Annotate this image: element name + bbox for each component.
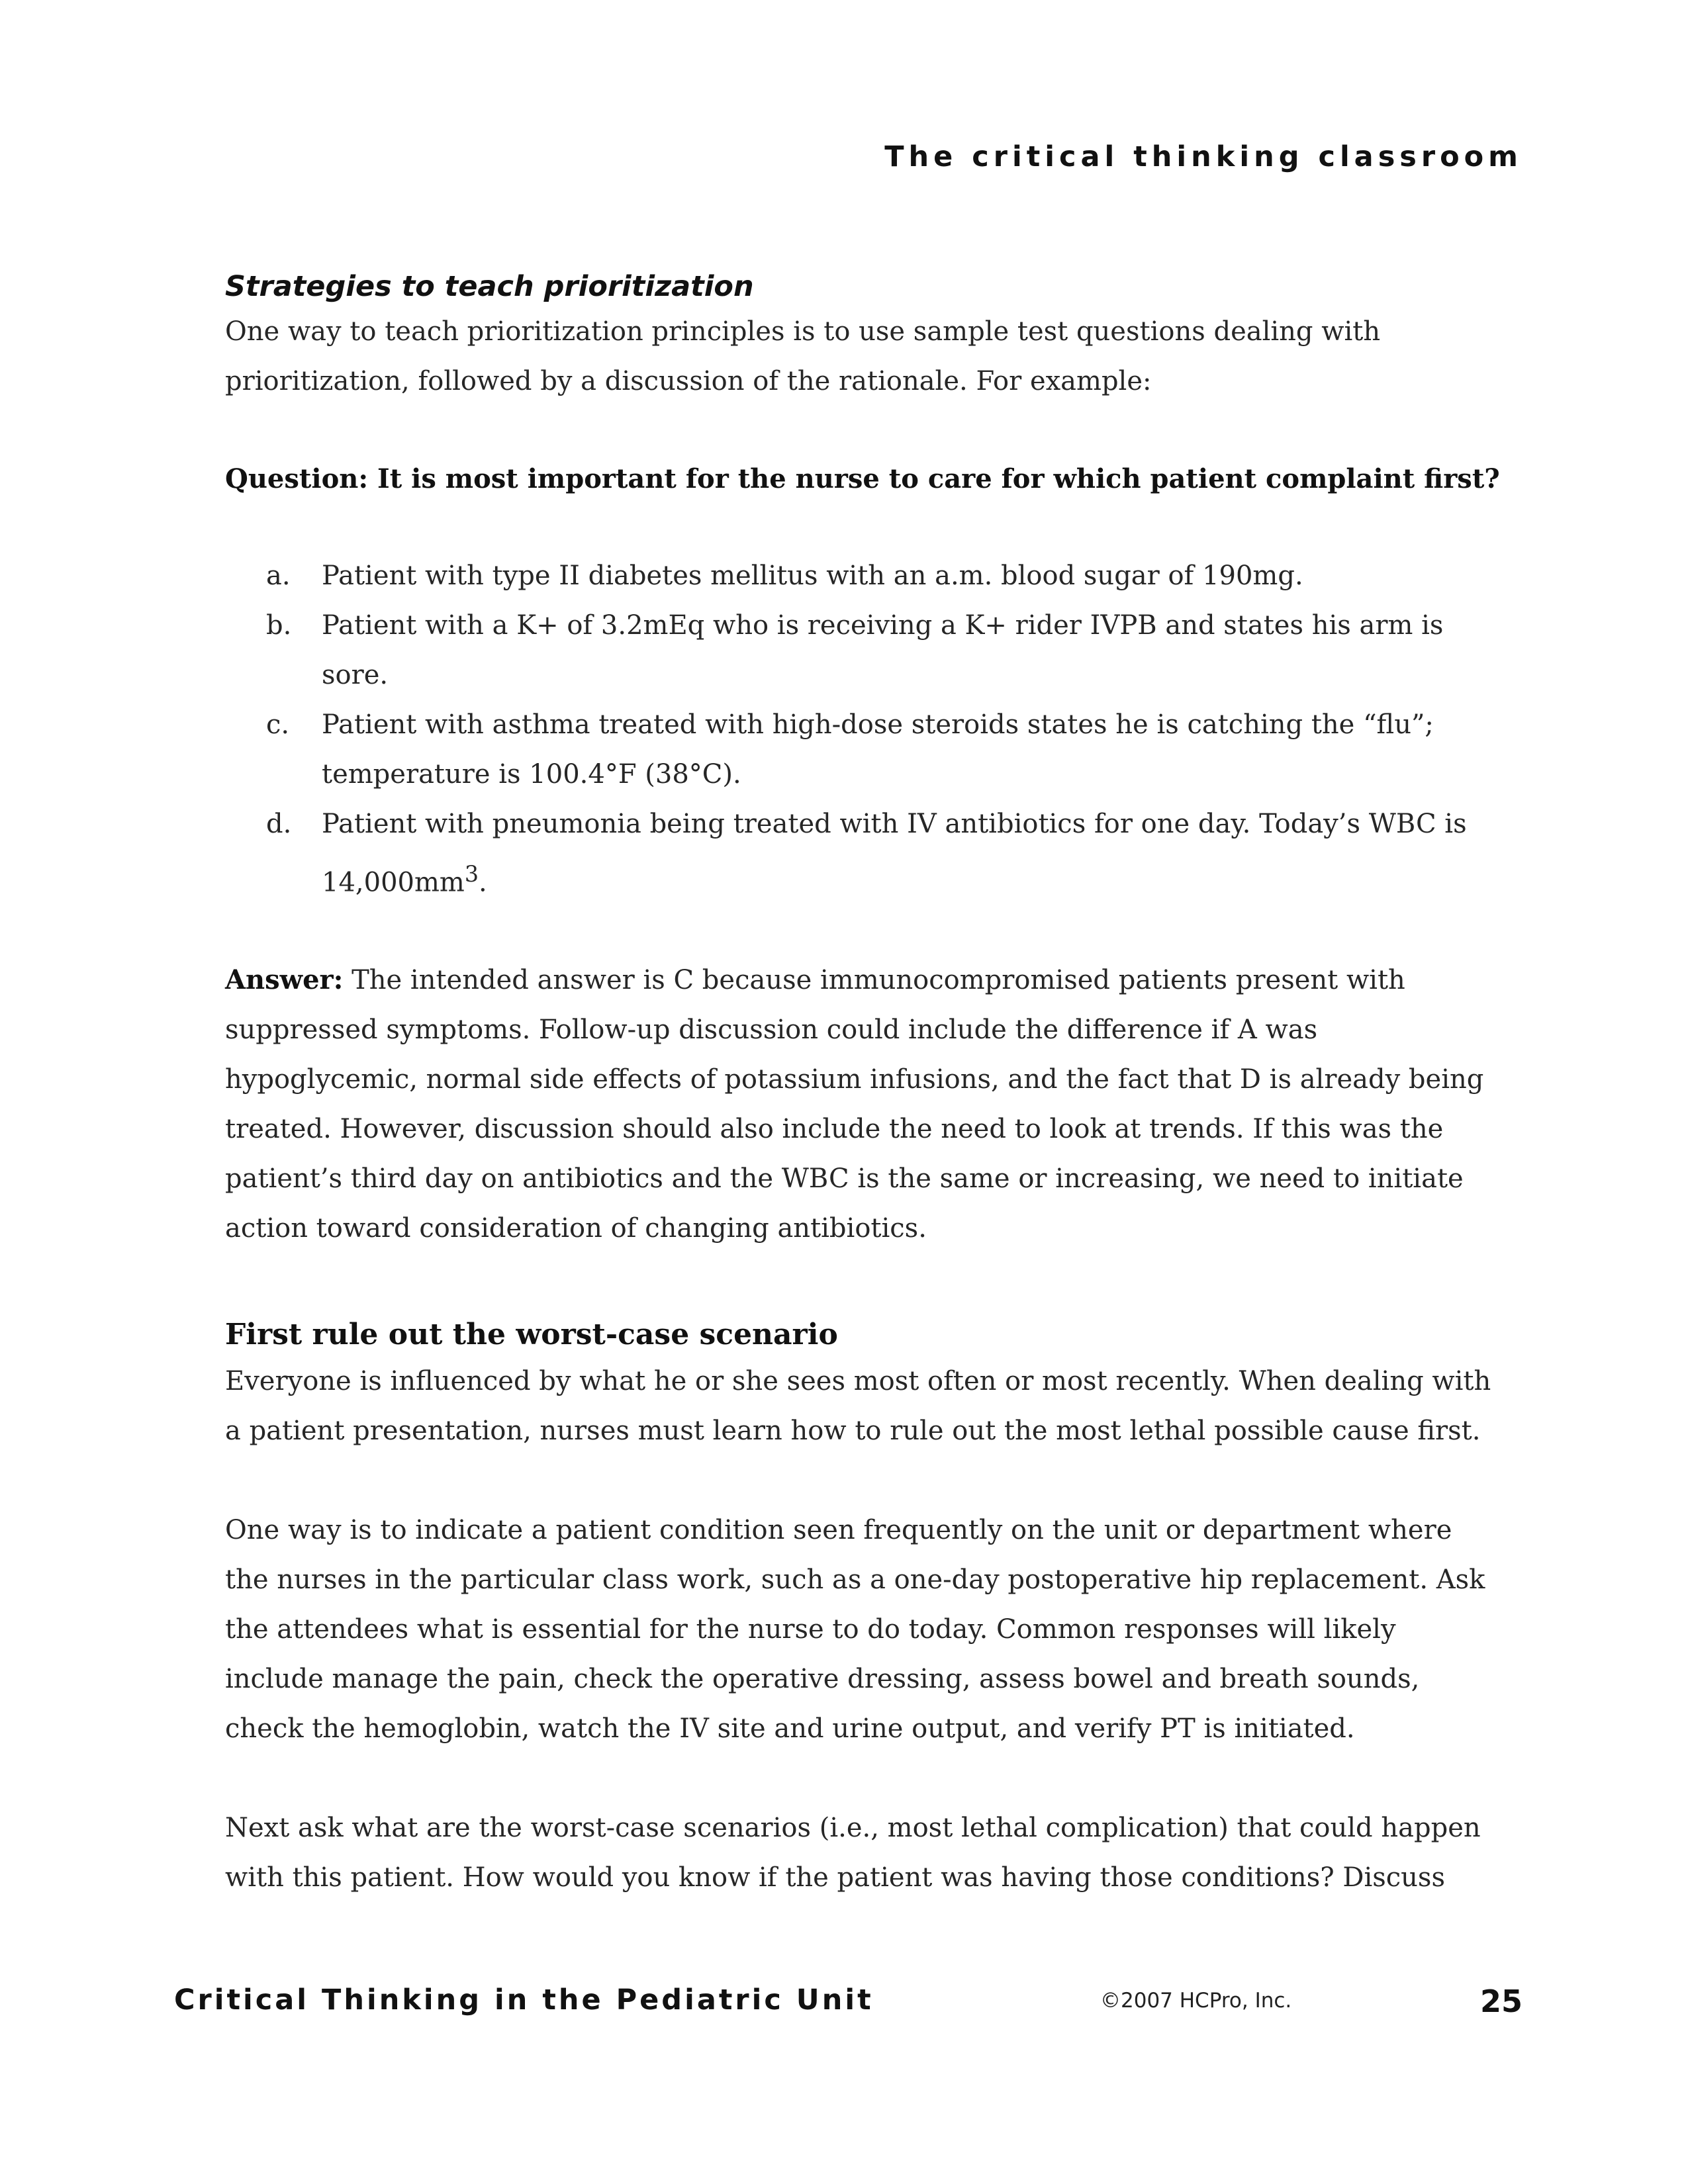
option-suffix: . bbox=[479, 867, 487, 898]
footer-copyright: ©2007 HCPro, Inc. bbox=[1100, 1989, 1292, 2013]
option-letter: b. bbox=[266, 610, 292, 641]
option-text: Patient with pneumonia being treated with IV antibiotics for one day. Today’s WBC is 14,000mm bbox=[322, 809, 1467, 898]
footer-book-title: Critical Thinking in the Pediatric Unit bbox=[174, 1983, 874, 2017]
paragraph-3: Next ask what are the worst-case scenarios (i.e., most lethal complication) that could happen with this patient. How would you know if the patient was having those conditions? Discuss bbox=[225, 1813, 1481, 1893]
answer-text: The intended answer is C because immunocompromised patients present with suppressed symptoms. Follow-up discussion could include the difference if A was hypoglycemic, normal side effects of potassium infusions, and the fact that D is already being treated. However, discussion should also include the need to look at trends. If this was the patient’s third day on antibiotics and the WBC is the same or increasing, we need to initiate action toward consideration of changing antibiotics. bbox=[225, 965, 1484, 1244]
page-number: 25 bbox=[1479, 1983, 1523, 2019]
running-head: The critical thinking classroom bbox=[884, 140, 1523, 173]
option-letter: d. bbox=[266, 809, 292, 839]
paragraph-1: Everyone is influenced by what he or she sees most often or most recently. When dealing with a patient presentation, nurses must learn how to rule out the most lethal possible cause first. bbox=[225, 1366, 1491, 1447]
option-letter: c. bbox=[266, 709, 290, 740]
section-heading-worst-case: First rule out the worst-case scenario bbox=[225, 1318, 838, 1352]
option-text: Patient with type II diabetes mellitus with an a.m. blood sugar of 190mg. bbox=[322, 561, 1303, 591]
option-a bbox=[225, 551, 1503, 601]
option-text: Patient with asthma treated with high-dose steroids states he is catching the “flu”; temperature is 100.4°F (38°C). bbox=[322, 709, 1434, 790]
sample-question: Question: It is most important for the nurse to care for which patient complaint first? bbox=[225, 463, 1500, 494]
option-text: Patient with a K+ of 3.2mEq who is receiving a K+ rider IVPB and states his arm is sore. bbox=[322, 610, 1444, 690]
paragraph-2: One way is to indicate a patient condition seen frequently on the unit or department where the nurses in the particular class work, such as a one-day postoperative hip replacement. Ask the attendees what is essential for the nurse to do today. Common responses will likely include manage the pain, check the operative dressing, assess bowel and breath sounds, check the hemoglobin, watch the IV site and urine output, and verify PT is initiated. bbox=[225, 1515, 1485, 1745]
intro-paragraph: One way to teach prioritization principles is to use sample test questions dealing with prioritization, followed by a discussion of the rationale. For example: bbox=[225, 316, 1381, 396]
answer-label: Answer: bbox=[225, 964, 344, 996]
answer-options-list bbox=[225, 551, 1503, 907]
option-b bbox=[225, 601, 1503, 700]
section-heading-prioritization: Strategies to teach prioritization bbox=[225, 270, 754, 303]
page-content bbox=[225, 266, 1503, 1903]
option-d bbox=[225, 799, 1503, 907]
option-letter: a. bbox=[266, 561, 291, 591]
answer-paragraph bbox=[225, 955, 1503, 1253]
superscript: 3 bbox=[464, 861, 479, 887]
option-c bbox=[225, 700, 1503, 799]
